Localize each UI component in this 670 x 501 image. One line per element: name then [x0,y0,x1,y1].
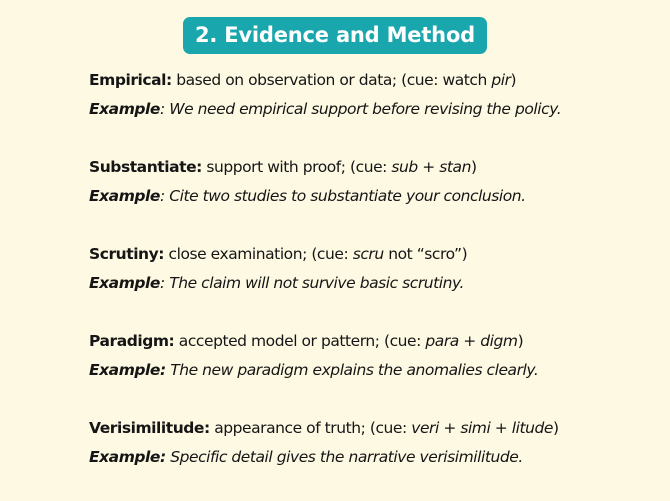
title-container [0,17,670,54]
section-title: 2. Evidence and Method [183,17,487,54]
example-sentence: The claim will not survive basic scrutiny. [169,274,465,292]
example-separator: : [159,274,170,292]
cue: veri + simi + litude [411,419,553,437]
cue-close: ) [517,332,524,350]
example-sentence: The new paradigm explains the anomalies clearly. [170,361,539,379]
definition: accepted model or pattern; (cue: [174,332,426,350]
cue-close: ) [470,158,477,176]
definition-line [89,153,659,182]
cue-close: ) [510,71,517,89]
example-line [89,443,659,472]
term: Empirical: [89,71,172,89]
definition: support with proof; (cue: [201,158,392,176]
term: Verisimilitude: [89,419,210,437]
term: Substantiate: [89,158,202,176]
example-label: Example [89,274,160,292]
vocab-entry-substantiate [89,153,659,211]
definition-line [89,327,659,356]
example-label: Example: [89,361,166,379]
definition: appearance of truth; (cue: [209,419,412,437]
vocabulary-list [89,66,659,501]
example-line [89,182,659,211]
cue: para + digm [425,332,518,350]
example-separator: : [159,100,170,118]
example-sentence: Cite two studies to substantiate your conclusion. [169,187,526,205]
definition-line [89,240,659,269]
example-label: Example [89,187,160,205]
definition: based on observation or data; (cue: watch [171,71,492,89]
term: Scrutiny: [89,245,165,263]
cue: pir [491,71,511,89]
example-sentence: Specific detail gives the narrative verisimilitude. [170,448,523,466]
example-sentence: We need empirical support before revising the policy. [169,100,562,118]
term: Paradigm: [89,332,175,350]
cue: scru [352,245,384,263]
vocab-entry-scrutiny [89,240,659,298]
example-label: Example: [89,448,166,466]
example-separator: : [159,187,170,205]
example-line [89,356,659,385]
cue-close: ) [553,419,559,437]
definition-line [89,66,659,95]
cue-close: not “scro”) [383,245,468,263]
example-label: Example [89,100,160,118]
vocab-entry-empirical [89,66,659,124]
definition: close examination; (cue: [164,245,353,263]
example-line [89,269,659,298]
vocab-entry-verisimilitude [89,414,659,472]
definition-line [89,414,659,443]
cue: sub + stan [391,158,471,176]
example-line [89,95,659,124]
vocab-entry-paradigm [89,327,659,385]
